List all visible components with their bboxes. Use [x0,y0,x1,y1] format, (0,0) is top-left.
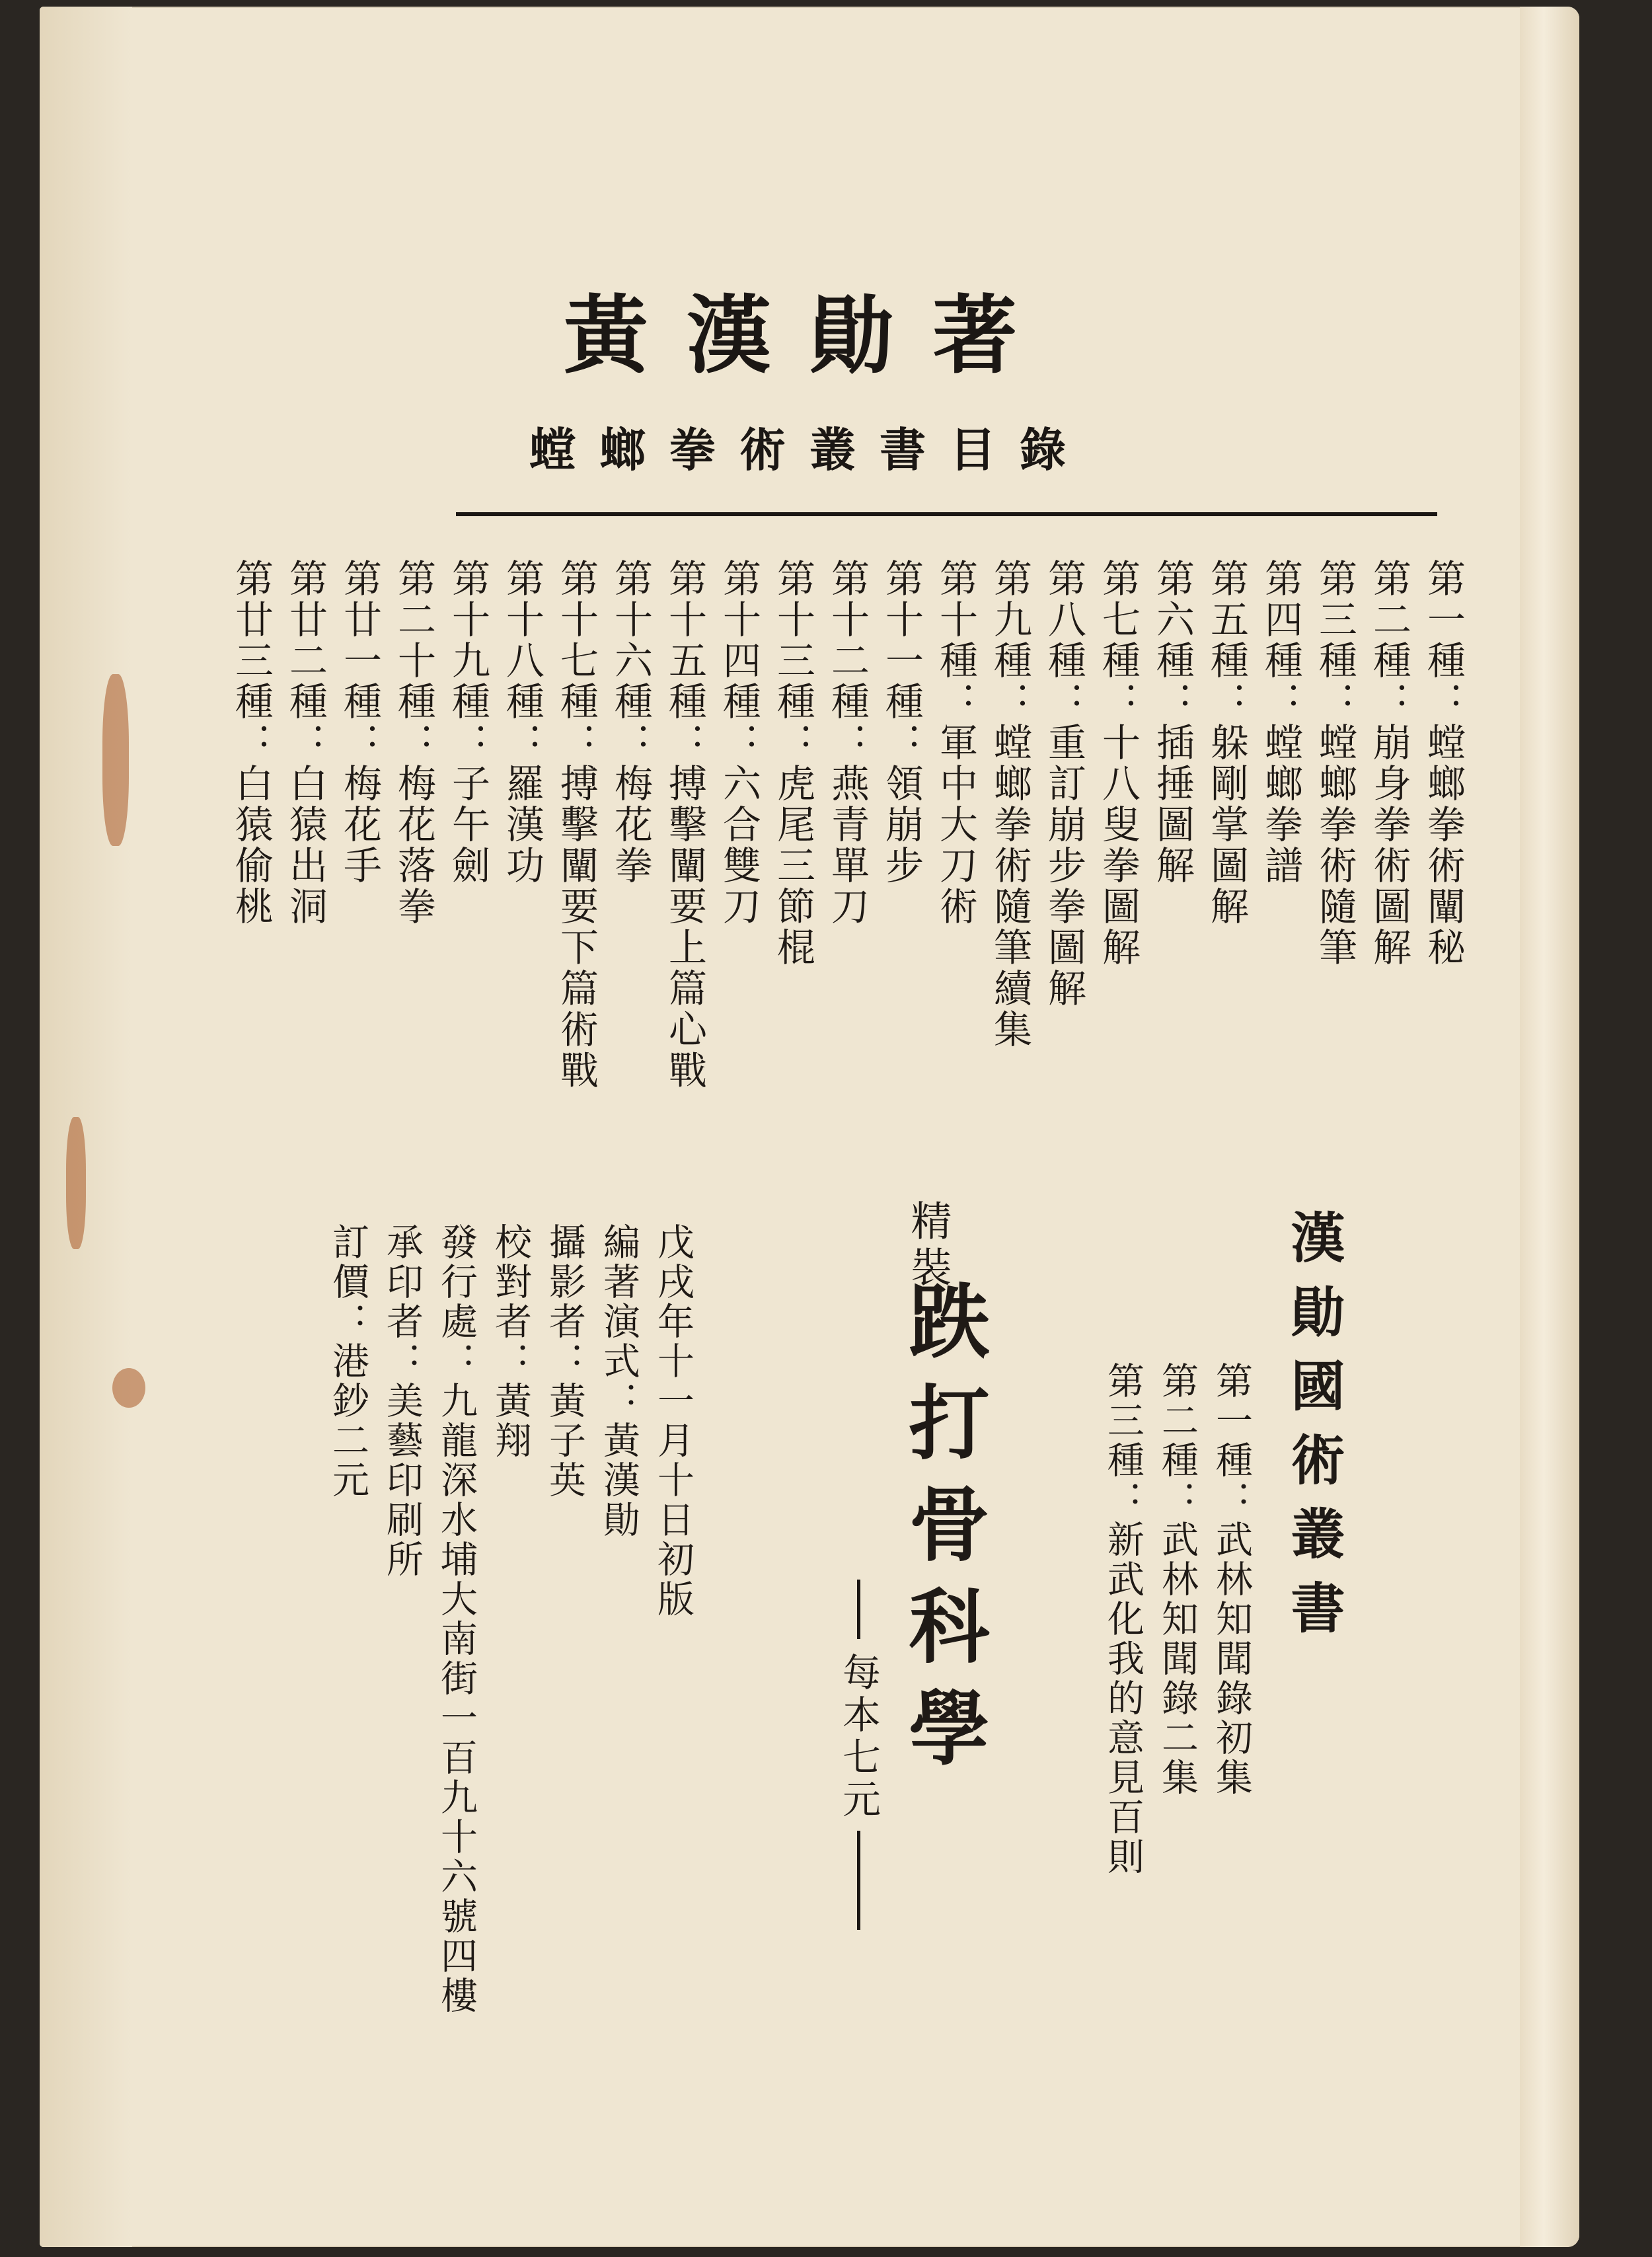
rust-stain [112,1368,145,1408]
catalog-item: 第十二種：燕青單刀 [825,558,870,927]
catalog-item: 第十五種：搏擊闡要上篇心戰 [662,558,707,1091]
series-title: 漢勛國術叢書 [1282,1209,1345,1654]
catalog-item: 第十八種：羅漢功 [500,558,544,886]
catalog-item: 第十九種：子午劍 [445,558,490,886]
publication-printer: 承印者：美藝印刷所 [381,1223,424,1580]
publication-author: 編著演式：黃漢勛 [597,1223,640,1540]
catalog-item: 第七種：十八叟拳圖解 [1096,558,1141,968]
price-line-top [857,1580,860,1639]
price-line-bottom [857,1831,860,1930]
catalog-item: 第十六種：梅花拳 [608,558,653,886]
catalog-item: 第十七種：搏擊闡要下篇術戰 [554,558,599,1091]
publication-date: 戊戌年十一月十日初版 [652,1223,695,1619]
rust-stain [102,674,129,846]
catalog-item: 第四種：螳螂拳譜 [1258,558,1303,886]
publication-publisher: 發行處：九龍深水埔大南街一百九十六號四樓 [435,1223,478,2016]
binding-tag: 精裝 [904,1200,952,1292]
catalog-item: 第十一種：領崩步 [879,558,924,886]
catalog-item: 第八種：重訂崩步拳圖解 [1041,558,1086,1009]
series-item: 第三種：新武化我的意見百則 [1102,1361,1145,1877]
catalog-item: 第九種：螳螂拳術隨筆續集 [987,558,1032,1050]
featured-price: 每本七元 [836,1652,881,1821]
featured-book-title: 跌打骨科學 [895,1279,991,1788]
publication-proofreader: 校對者：黃翔 [489,1223,532,1461]
title-rule [456,512,1437,516]
publication-photographer: 攝影者：黃子英 [543,1223,586,1500]
catalog-item: 第六種：插捶圖解 [1150,558,1195,886]
catalog-item: 第十種：軍中大刀術 [933,558,978,927]
catalog-item: 第廿三種：白猿偷桃 [229,558,274,927]
catalog-item: 第二種：崩身拳術圖解 [1367,558,1411,968]
catalog-item: 第十三種：虎尾三節棍 [770,558,815,968]
catalog-item: 第一種：螳螂拳術闡秘 [1421,558,1466,968]
catalog-item: 第廿二種：白猿出洞 [283,558,328,927]
catalog-item: 第廿一種：梅花手 [337,558,382,886]
catalog-item: 第二十種：梅花落拳 [391,558,436,927]
catalog-subtitle: 螳螂拳術叢書目錄 [529,422,1090,477]
catalog-item: 第五種：躲剛掌圖解 [1204,558,1249,927]
publication-price: 訂價：港鈔二元 [326,1223,369,1500]
catalog-item: 第十四種：六合雙刀 [716,558,761,927]
series-item: 第一種：武林知聞錄初集 [1210,1361,1253,1798]
catalog-item: 第三種：螳螂拳術隨筆 [1312,558,1357,968]
rust-stain [66,1117,86,1249]
book-page [40,7,1579,2247]
author-title: 黃漢勛著 [563,286,1055,385]
series-item: 第二種：武林知聞錄二集 [1156,1361,1199,1798]
